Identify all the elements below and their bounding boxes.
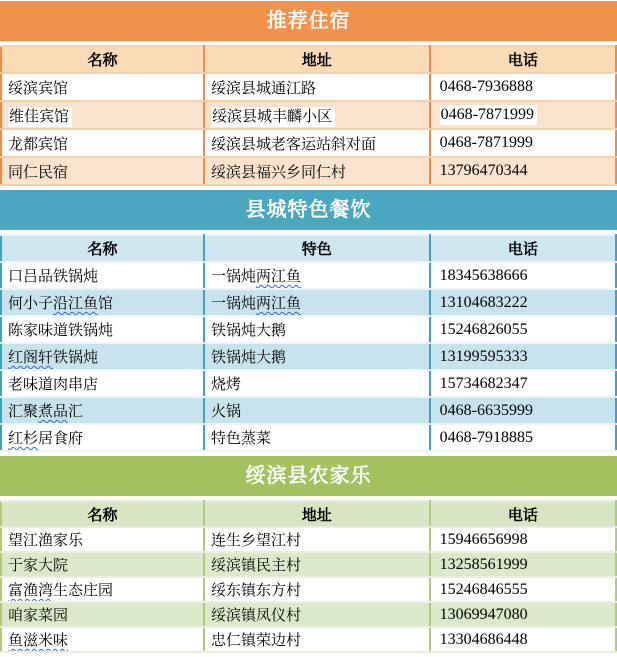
column-header: 电话 <box>430 46 616 73</box>
column-header: 名称 <box>1 501 204 527</box>
detail-cell <box>204 316 430 343</box>
table-row <box>1 289 616 316</box>
cell-text: 绥滨县城通江路 <box>210 79 316 97</box>
cell-text: 何小子 <box>8 295 54 312</box>
phone-cell <box>430 552 616 577</box>
section-county-restaurants <box>0 190 617 452</box>
table-row <box>1 527 616 552</box>
table-row <box>1 157 616 185</box>
table-row <box>1 101 616 129</box>
name-cell <box>1 370 204 397</box>
name-cell <box>1 343 204 370</box>
cell-text: 绥滨宾馆 <box>8 79 69 97</box>
cell-text: 绥滨县福兴乡同仁村 <box>210 163 346 181</box>
cell-text: 同仁民宿 <box>8 163 69 181</box>
cell-text: 沿江鱼 <box>53 295 99 312</box>
cell-text: 0468-7871999 <box>440 105 537 125</box>
cell-text: 特色蒸菜 <box>210 430 271 447</box>
table-row <box>1 129 616 157</box>
phone-cell <box>430 129 616 157</box>
column-header: 名称 <box>1 46 204 73</box>
cell-text: 汇聚 <box>8 403 39 420</box>
column-header: 地址 <box>204 46 430 73</box>
section-title: 绥滨县农家乐 <box>0 456 617 496</box>
table-row <box>1 552 616 577</box>
cell-text: 18345638666 <box>439 266 528 284</box>
name-cell <box>1 627 204 652</box>
cell-text: 红杉 <box>8 430 39 447</box>
cell-text: 烧烤 <box>210 376 241 393</box>
name-cell <box>1 73 204 101</box>
detail-cell <box>204 129 430 157</box>
table-row <box>1 343 616 370</box>
cell-text: 13069947080 <box>439 605 528 623</box>
cell-text: 汇 <box>68 403 84 420</box>
cell-text: 生态庄园 <box>53 582 114 599</box>
restaurants-table <box>0 234 617 452</box>
cell-text: 15246846555 <box>439 580 528 598</box>
cell-text: 于家大院 <box>8 557 69 574</box>
detail-cell <box>204 602 430 627</box>
cell-text: 绥东镇东方村 <box>210 582 301 599</box>
phone-cell <box>430 602 616 627</box>
cell-text: 0468-6635999 <box>439 401 533 419</box>
table-row <box>1 73 616 101</box>
section-recommended-hotels <box>0 1 617 186</box>
section-title: 推荐住宿 <box>0 1 617 41</box>
cell-text: 15734682347 <box>439 374 528 392</box>
cell-text: 0468-7918885 <box>439 428 533 446</box>
column-header: 名称 <box>1 235 204 262</box>
detail-cell <box>204 527 430 552</box>
table-row <box>1 262 616 289</box>
cell-text: 绥滨县城丰麟小区 <box>211 107 335 127</box>
cell-text: 一锅炖 <box>210 268 256 285</box>
table-row <box>1 602 616 627</box>
cell-text: 13796470344 <box>439 162 528 179</box>
cell-text: 口吕品铁锅炖 <box>8 268 99 285</box>
cell-text: 红阁轩 <box>8 349 54 366</box>
hotels-table <box>0 45 617 186</box>
cell-text: 陈家味道铁锅炖 <box>8 322 114 339</box>
column-header: 特色 <box>204 235 430 262</box>
cell-text: 维佳宾馆 <box>8 107 72 127</box>
name-cell <box>1 157 204 185</box>
name-cell <box>1 289 204 316</box>
cell-text: 居食府 <box>38 430 84 447</box>
cell-text: 老味道肉串店 <box>8 376 99 393</box>
section-county-farmstays <box>0 456 617 653</box>
name-cell <box>1 129 204 157</box>
detail-cell <box>204 101 430 129</box>
cell-text: 13199595333 <box>439 347 528 365</box>
cell-text: 13258561999 <box>439 555 528 573</box>
cell-text: 富渔湾 <box>8 582 54 599</box>
detail-cell <box>204 627 430 652</box>
cell-text: 0468-7871999 <box>439 134 533 151</box>
phone-cell <box>430 316 616 343</box>
phone-cell <box>430 527 616 552</box>
phone-cell <box>430 424 616 451</box>
cell-text: 铁锅炖 <box>53 349 99 366</box>
cell-text: 龙都宾馆 <box>8 135 69 153</box>
cell-text: 煮品 <box>38 403 69 420</box>
phone-cell <box>430 73 616 101</box>
name-cell <box>1 527 204 552</box>
cell-text: 绥滨县城老客运站斜对面 <box>210 135 376 153</box>
detail-cell <box>204 397 430 424</box>
detail-cell <box>204 73 430 101</box>
cell-text: 望江渔家乐 <box>8 532 84 549</box>
table-row <box>1 577 616 602</box>
phone-cell <box>430 101 616 129</box>
phone-cell <box>430 262 616 289</box>
detail-cell <box>204 262 430 289</box>
phone-cell <box>430 289 616 316</box>
detail-cell <box>204 289 430 316</box>
table-row <box>1 370 616 397</box>
cell-text: 馆 <box>98 295 114 312</box>
cell-text: 13304686448 <box>439 630 528 648</box>
cell-text: 火锅 <box>210 403 241 420</box>
cell-text: 15246826055 <box>439 320 528 338</box>
header-row <box>1 501 616 527</box>
phone-cell <box>430 343 616 370</box>
header-row <box>1 235 616 262</box>
table-row <box>1 627 616 652</box>
column-header: 电话 <box>430 501 616 527</box>
farmstays-table <box>0 500 617 653</box>
detail-cell <box>204 577 430 602</box>
column-header: 地址 <box>204 501 430 527</box>
cell-text: 绥滨镇凤仪村 <box>210 607 301 624</box>
detail-cell <box>204 552 430 577</box>
cell-text: 15946656998 <box>439 530 528 548</box>
detail-cell <box>204 424 430 451</box>
name-cell <box>1 397 204 424</box>
cell-text: 咱家菜园 <box>8 607 69 624</box>
cell-text: 铁锅炖大鹅 <box>210 322 286 339</box>
table-row <box>1 316 616 343</box>
name-cell <box>1 602 204 627</box>
name-cell <box>1 577 204 602</box>
name-cell <box>1 101 204 129</box>
cell-text: 0468-7936888 <box>439 78 533 95</box>
phone-cell <box>430 370 616 397</box>
cell-text: 绥滨镇民主村 <box>210 557 301 574</box>
cell-text: 铁锅炖大鹅 <box>210 349 286 366</box>
cell-text: 两江鱼 <box>255 295 301 312</box>
cell-text: 一锅炖 <box>210 295 256 312</box>
table-row <box>1 397 616 424</box>
detail-cell <box>204 157 430 185</box>
phone-cell <box>430 397 616 424</box>
name-cell <box>1 424 204 451</box>
phone-cell <box>430 157 616 185</box>
phone-cell <box>430 577 616 602</box>
name-cell <box>1 316 204 343</box>
column-header: 电话 <box>430 235 616 262</box>
section-title: 县城特色餐饮 <box>0 190 617 230</box>
cell-text: 13104683222 <box>439 293 528 311</box>
cell-text: 连生乡望江村 <box>210 532 301 549</box>
header-row <box>1 46 616 73</box>
table-row <box>1 424 616 451</box>
cell-text: 两江鱼 <box>255 268 301 285</box>
cell-text: 鱼滋米味 <box>8 632 69 649</box>
detail-cell <box>204 343 430 370</box>
phone-cell <box>430 627 616 652</box>
name-cell <box>1 262 204 289</box>
name-cell <box>1 552 204 577</box>
cell-text: 忠仁镇荣边村 <box>210 632 301 649</box>
detail-cell <box>204 370 430 397</box>
